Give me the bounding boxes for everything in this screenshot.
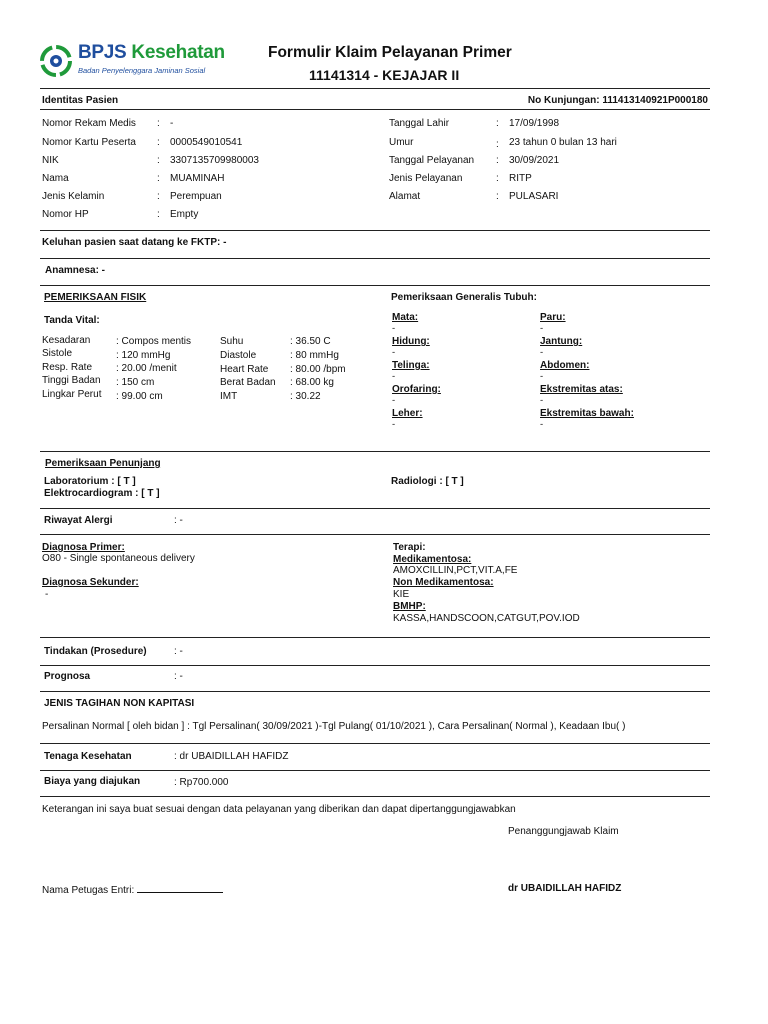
field-value: - [170, 118, 174, 129]
bmhp-value: KASSA,HANDSCOON,CATGUT,POV.IOD [393, 613, 580, 624]
field-label: Jenis Kelamin [42, 191, 105, 202]
generalis-value: - [392, 371, 396, 382]
vital-value: : 36.50 C [290, 336, 331, 347]
divider [40, 743, 710, 744]
field-label: Nomor HP [42, 209, 89, 220]
field-value: Perempuan [170, 191, 222, 202]
vital-value: : 120 mmHg [116, 350, 171, 361]
divider [40, 230, 710, 231]
petugas-entri [42, 883, 223, 896]
field-value: 3307135709980003 [170, 155, 259, 166]
tanda-vital-label: Tanda Vital: [44, 315, 100, 326]
field-value: RITP [509, 173, 532, 184]
diagnosa-sekunder-label: Diagnosa Sekunder: [42, 577, 139, 588]
field-label: Nama [42, 173, 69, 184]
vital-label: Heart Rate [220, 364, 269, 375]
signer-name: dr UBAIDILLAH HAFIDZ [508, 883, 622, 894]
generalis-value: - [540, 371, 544, 382]
field-label: Tanggal Lahir [389, 118, 450, 129]
vital-label: Resp. Rate [42, 362, 93, 373]
field-value: 30/09/2021 [509, 155, 560, 166]
form-subtitle: 11141314 - KEJAJAR II [309, 67, 460, 83]
field-value: 17/09/1998 [509, 118, 560, 129]
vital-value: : 150 cm [116, 377, 155, 388]
divider [40, 665, 710, 666]
penanggungjawab-label: Penanggungjawab Klaim [508, 826, 619, 837]
generalis-label: Orofaring: [392, 384, 441, 395]
vital-label: Suhu [220, 336, 244, 347]
generalis-label: Abdomen: [540, 360, 590, 371]
alergi-value: : - [174, 515, 183, 526]
diagnosa-sekunder-value: - [45, 589, 49, 600]
kunjungan-number: No Kunjungan: 111413140921P000180 [527, 95, 708, 106]
divider [40, 451, 710, 452]
generalis-label: Telinga: [392, 360, 430, 371]
vital-value: : 80 mmHg [290, 350, 339, 361]
non-medikamentosa-label: Non Medikamentosa: [393, 577, 494, 588]
vital-value: : 68.00 kg [290, 377, 334, 388]
field-label: Alamat [389, 191, 421, 202]
tagihan-text: Persalinan Normal [ oleh bidan ] : Tgl Persalinan( 30/09/2021 )-Tgl Pulang( 01/10/2021 ), Cara Persalinan( Normal ), Keadaan Ibu( ) [42, 721, 626, 732]
vital-label: Diastole [220, 350, 257, 361]
laboratorium-line: Laboratorium : [ T ] [44, 476, 136, 487]
field-value: PULASARI [509, 191, 559, 202]
logo-tagline: Badan Penyelenggara Jaminan Sosial [78, 66, 206, 75]
vital-value: : 99.00 cm [116, 391, 163, 402]
bpjs-emblem-icon [40, 45, 72, 77]
ekg-line: Elektrocardiogram : [ T ] [44, 488, 160, 499]
generalis-value: - [540, 323, 544, 334]
divider [40, 258, 710, 259]
generalis-label: Mata: [392, 312, 419, 323]
field-value: MUAMINAH [170, 173, 225, 184]
fisik-title: PEMERIKSAAN FISIK [44, 292, 147, 303]
field-label: Tanggal Pelayanan [389, 155, 475, 166]
field-label: Umur [389, 137, 414, 148]
radiologi-line: Radiologi : [ T ] [391, 476, 464, 487]
colon: : [496, 155, 499, 166]
petugas-entri-label: Nama Petugas Entri: [42, 885, 135, 896]
field-value: 0000549010541 [170, 137, 243, 148]
divider [40, 88, 710, 89]
tindakan-label: Tindakan (Prosedure) [44, 646, 147, 657]
generalis-title: Pemeriksaan Generalis Tubuh: [391, 292, 537, 303]
non-medikamentosa-value: KIE [393, 589, 410, 600]
colon: : [496, 118, 499, 129]
vital-label: Sistole [42, 348, 73, 359]
alergi-label: Riwayat Alergi [44, 515, 113, 526]
field-value: Empty [170, 209, 199, 220]
divider [40, 534, 710, 535]
colon: : [496, 191, 499, 202]
generalis-label: Ekstremitas bawah: [540, 408, 634, 419]
generalis-label: Hidung: [392, 336, 430, 347]
penunjang-title: Pemeriksaan Penunjang [45, 458, 161, 469]
divider [40, 796, 710, 797]
vital-label: Lingkar Perut [42, 389, 102, 400]
vital-label: IMT [220, 391, 238, 402]
vital-value: : 80.00 /bpm [290, 364, 346, 375]
generalis-label: Leher: [392, 408, 423, 419]
keluhan-line: Keluhan pasien saat datang ke FKTP: - [42, 237, 227, 248]
tagihan-title: JENIS TAGIHAN NON KAPITASI [44, 698, 195, 709]
signature-line [137, 883, 223, 893]
bmhp-label: BMHP: [393, 601, 426, 612]
colon: : [496, 173, 499, 184]
generalis-label: Paru: [540, 312, 566, 323]
field-label: Jenis Pelayanan [389, 173, 463, 184]
divider [40, 109, 710, 110]
biaya-label: Biaya yang diajukan [44, 776, 141, 787]
diagnosa-primer-label: Diagnosa Primer: [42, 542, 125, 553]
generalis-value: - [540, 347, 544, 358]
colon: : [157, 209, 160, 220]
divider [40, 285, 710, 286]
colon: : [157, 173, 160, 184]
field-label: Nomor Kartu Peserta [42, 137, 136, 148]
tenaga-value: : dr UBAIDILLAH HAFIDZ [174, 751, 289, 762]
generalis-label: Jantung: [540, 336, 583, 347]
vital-value: : Compos mentis [116, 336, 192, 347]
colon: : [496, 139, 499, 150]
colon: : [157, 191, 160, 202]
divider [40, 637, 710, 638]
form-title: Formulir Klaim Pelayanan Primer [268, 44, 512, 61]
vital-label: Berat Badan [220, 377, 276, 388]
vital-label: Kesadaran [42, 335, 91, 346]
terapi-label: Terapi: [393, 542, 426, 553]
colon: : [157, 118, 160, 129]
tenaga-label: Tenaga Kesehatan [44, 751, 132, 762]
logo-brand-b: Kesehatan [131, 42, 225, 63]
vital-value: : 20.00 /menit [116, 363, 177, 374]
colon: : [157, 155, 160, 166]
identitas-section-title: Identitas Pasien [42, 95, 119, 106]
generalis-value: - [540, 419, 544, 430]
generalis-label: Ekstremitas atas: [540, 384, 623, 395]
field-label: NIK [42, 155, 59, 166]
prognosa-value: : - [174, 671, 183, 682]
divider [40, 770, 710, 771]
medikamentosa-label: Medikamentosa: [393, 554, 472, 565]
keterangan-text: Keterangan ini saya buat sesuai dengan data pelayanan yang diberikan dan dapat dipertanggungjawabkan [42, 804, 516, 815]
vital-label: Tinggi Badan [42, 375, 101, 386]
biaya-value: : Rp700.000 [174, 777, 229, 788]
diagnosa-primer-value: O80 - Single spontaneous delivery [42, 553, 195, 564]
colon: : [157, 137, 160, 148]
vital-value: : 30.22 [290, 391, 321, 402]
generalis-value: - [392, 419, 396, 430]
bpjs-logo [40, 42, 240, 82]
tindakan-value: : - [174, 646, 183, 657]
generalis-value: - [392, 347, 396, 358]
generalis-value: - [540, 395, 544, 406]
logo-brand-a: BPJS [78, 42, 127, 63]
divider [40, 508, 710, 509]
field-value: 23 tahun 0 bulan 13 hari [509, 137, 617, 148]
field-label: Nomor Rekam Medis [42, 118, 136, 129]
generalis-value: - [392, 323, 396, 334]
prognosa-label: Prognosa [44, 671, 91, 682]
divider [40, 691, 710, 692]
generalis-value: - [392, 395, 396, 406]
medikamentosa-value: AMOXCILLIN,PCT,VIT.A,FE [393, 565, 518, 576]
anamnesa-line: Anamnesa: - [45, 265, 106, 276]
